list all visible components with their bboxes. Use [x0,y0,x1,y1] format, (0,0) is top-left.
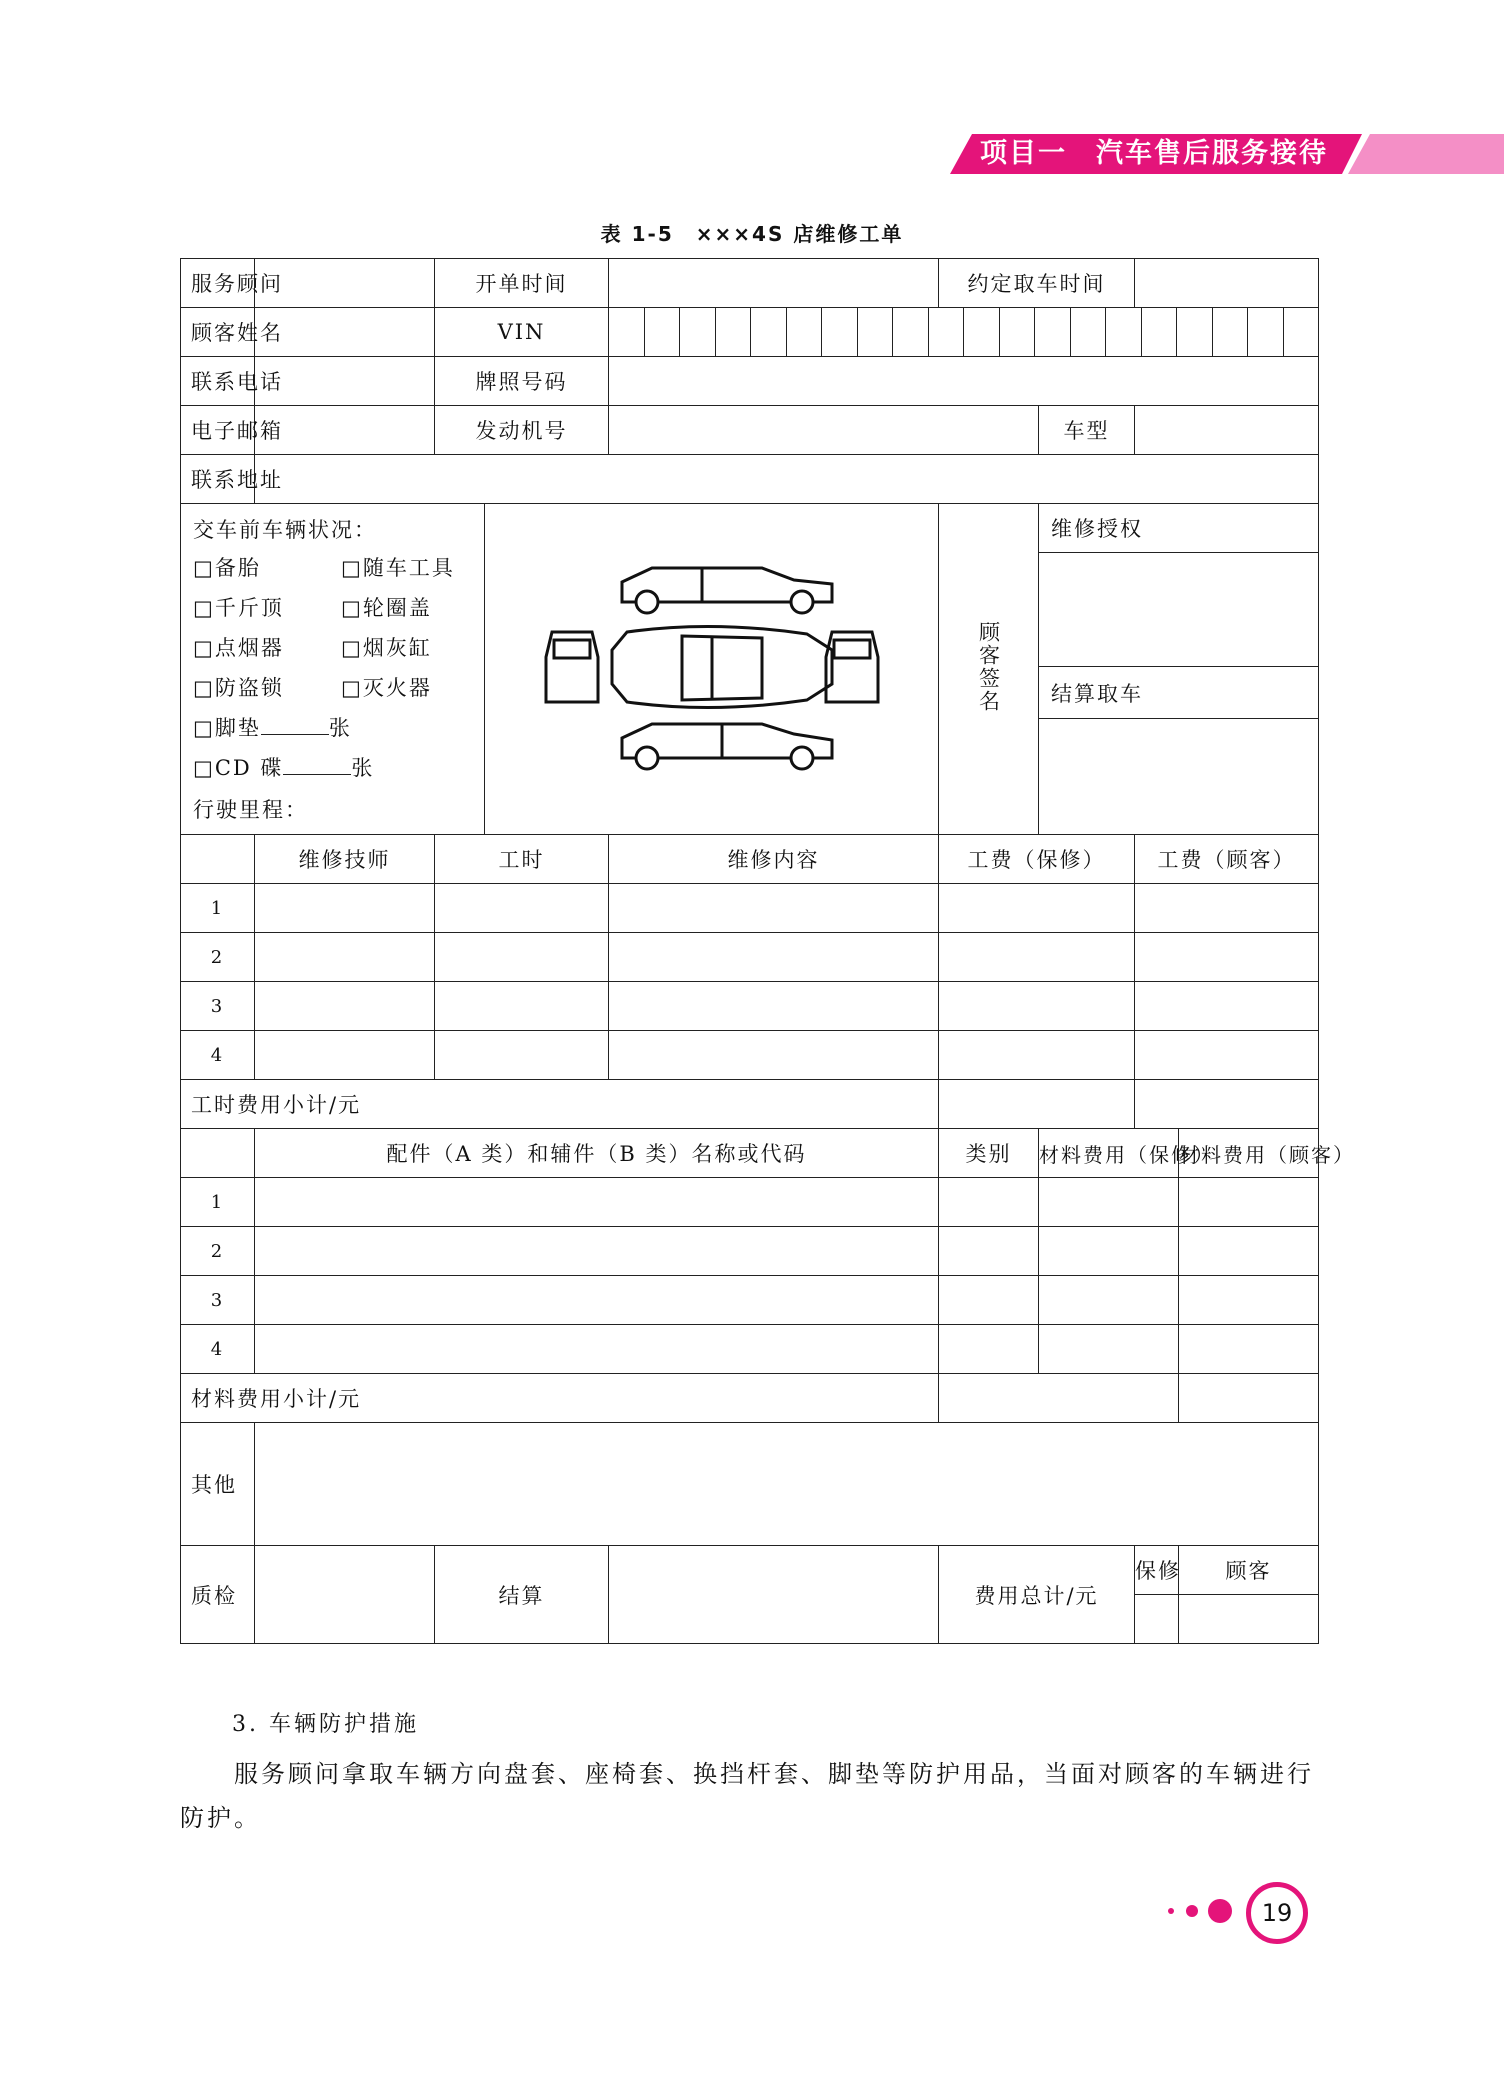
table-row [181,1031,1319,1080]
parts-row-number: 2 [181,1227,255,1276]
parts-row-number: 4 [181,1325,255,1374]
label-quality-check: 质检 [181,1546,255,1644]
labor-hours-cell[interactable] [435,884,609,933]
labor-header-fee-warranty: 工费（保修） [939,835,1135,884]
label-email: 电子邮箱 [181,406,255,455]
label-phone: 联系电话 [181,357,255,406]
labor-content-cell[interactable] [609,1031,939,1080]
vehicle-condition-checklist [181,504,485,835]
mileage-label: 行驶里程： [193,798,308,822]
labor-fee-warranty-cell[interactable] [939,884,1135,933]
labor-header-content: 维修内容 [609,835,939,884]
labor-technician-cell[interactable] [255,884,435,933]
car-diagram-icon [532,562,892,772]
labor-technician-cell[interactable] [255,1031,435,1080]
check-tools[interactable]: □随车工具 [341,556,455,580]
parts-cost-customer-cell[interactable] [1179,1178,1319,1227]
parts-cost-warranty-cell[interactable] [1039,1276,1179,1325]
chapter-title: 项目一 汽车售后服务接待 [980,138,1328,169]
check-spare-tire[interactable]: □备胎 [193,556,261,580]
labor-hours-cell[interactable] [435,982,609,1031]
field-vin[interactable] [609,308,1319,357]
parts-row-number: 3 [181,1276,255,1325]
car-diagram-cell [485,504,939,835]
labor-hours-cell[interactable] [435,1031,609,1080]
section-heading: 3. 车辆防护措施 [232,1712,419,1737]
label-model: 车型 [1039,406,1135,455]
field-total-warranty[interactable] [1135,1595,1179,1644]
parts-header-name: 配件（A 类）和辅件（B 类）名称或代码 [255,1129,939,1178]
parts-subtotal-warranty[interactable] [939,1374,1179,1423]
parts-name-cell[interactable] [255,1325,939,1374]
label-settlement: 结算 [435,1546,609,1644]
labor-fee-customer-cell[interactable] [1135,1031,1319,1080]
field-model[interactable] [1135,406,1319,455]
check-ashtray[interactable]: □烟灰缸 [341,636,432,660]
label-pickup-time: 约定取车时间 [939,259,1135,308]
labor-hours-cell[interactable] [435,933,609,982]
parts-name-cell[interactable] [255,1227,939,1276]
label-settle-pickup: 结算取车 [1039,667,1318,718]
field-quality-check[interactable] [255,1546,435,1644]
labor-row-number: 2 [181,933,255,982]
parts-index-header [181,1129,255,1178]
check-antitheft-lock[interactable]: □防盗锁 [193,676,284,700]
parts-name-cell[interactable] [255,1178,939,1227]
parts-row-number: 1 [181,1178,255,1227]
customer-signature-label: 顾客签名 [939,504,1039,835]
auth-settle-cell [1039,504,1319,835]
label-plate: 牌照号码 [435,357,609,406]
labor-technician-cell[interactable] [255,933,435,982]
label-service-advisor: 服务顾问 [181,259,255,308]
labor-fee-customer-cell[interactable] [1135,933,1319,982]
field-total-customer[interactable] [1179,1595,1319,1644]
condition-title: 交车前车辆状况： [193,518,377,542]
table-caption: 表 1-5 ×××4S 店维修工单 [600,222,904,246]
label-total-customer: 顾客 [1179,1546,1319,1595]
labor-content-cell[interactable] [609,933,939,982]
parts-name-cell[interactable] [255,1276,939,1325]
table-row [181,1276,1319,1325]
labor-content-cell[interactable] [609,982,939,1031]
parts-cost-warranty-cell[interactable] [1039,1178,1179,1227]
check-cd[interactable]: □CD 碟 张 [193,756,375,780]
table-row [181,1325,1319,1374]
label-vin: VIN [435,308,609,357]
label-repair-authorization: 维修授权 [1039,504,1318,553]
labor-subtotal-warranty[interactable] [939,1080,1135,1129]
label-customer-name: 顾客姓名 [181,308,255,357]
parts-header-category: 类别 [939,1129,1039,1178]
parts-header-cost-customer: 材料费用（顾客） [1179,1129,1319,1178]
labor-subtotal-customer[interactable] [1135,1080,1319,1129]
check-hubcap[interactable]: □轮圈盖 [341,596,432,620]
label-engine-no: 发动机号 [435,406,609,455]
label-open-time: 开单时间 [435,259,609,308]
labor-row-number: 1 [181,884,255,933]
table-row [181,933,1319,982]
labor-index-header [181,835,255,884]
labor-header-fee-customer: 工费（顾客） [1135,835,1319,884]
table-row [181,982,1319,1031]
label-total-warranty: 保修 [1135,1546,1179,1595]
section-paragraph: 服务顾问拿取车辆方向盘套、座椅套、换挡杆套、脚垫等防护用品，当面对顾客的车辆进行防护。 [180,1760,1314,1832]
field-address[interactable] [255,455,1319,504]
page-number: 19 [1246,1882,1308,1944]
field-open-time[interactable] [609,259,939,308]
labor-fee-warranty-cell[interactable] [939,1031,1135,1080]
labor-header-hours: 工时 [435,835,609,884]
parts-category-cell[interactable] [939,1227,1039,1276]
field-repair-authorization[interactable] [1039,553,1318,667]
labor-row-number: 3 [181,982,255,1031]
label-address: 联系地址 [181,455,255,504]
parts-cost-customer-cell[interactable] [1179,1227,1319,1276]
labor-fee-customer-cell[interactable] [1135,884,1319,933]
parts-cost-warranty-cell[interactable] [1039,1325,1179,1374]
table-row [181,1227,1319,1276]
check-jack[interactable]: □千斤顶 [193,596,284,620]
parts-subtotal-customer[interactable] [1179,1374,1319,1423]
parts-category-cell[interactable] [939,1178,1039,1227]
field-pickup-time[interactable] [1135,259,1319,308]
labor-fee-warranty-cell[interactable] [939,982,1135,1031]
field-plate[interactable] [609,357,1319,406]
labor-fee-warranty-cell[interactable] [939,933,1135,982]
check-floor-mats[interactable]: □脚垫 张 [193,716,352,740]
labor-technician-cell[interactable] [255,982,435,1031]
parts-cost-customer-cell[interactable] [1179,1325,1319,1374]
parts-category-cell[interactable] [939,1325,1039,1374]
field-settle-pickup[interactable] [1039,718,1318,834]
labor-content-cell[interactable] [609,884,939,933]
label-total-cost: 费用总计/元 [939,1546,1135,1644]
check-lighter[interactable]: □点烟器 [193,636,284,660]
field-settlement[interactable] [609,1546,939,1644]
parts-subtotal-label: 材料费用小计/元 [181,1374,939,1423]
table-row [181,1178,1319,1227]
labor-subtotal-label: 工时费用小计/元 [181,1080,939,1129]
check-extinguisher[interactable]: □灭火器 [341,676,432,700]
repair-order-table [180,258,1355,1644]
parts-cost-customer-cell[interactable] [1179,1276,1319,1325]
field-other[interactable] [255,1423,1319,1546]
table-row [181,884,1319,933]
parts-cost-warranty-cell[interactable] [1039,1227,1179,1276]
field-engine-no[interactable] [609,406,1039,455]
label-other: 其他 [181,1423,255,1546]
labor-header-technician: 维修技师 [255,835,435,884]
parts-category-cell[interactable] [939,1276,1039,1325]
parts-header-cost-warranty: 材料费用（保修） [1039,1129,1179,1178]
labor-fee-customer-cell[interactable] [1135,982,1319,1031]
labor-row-number: 4 [181,1031,255,1080]
